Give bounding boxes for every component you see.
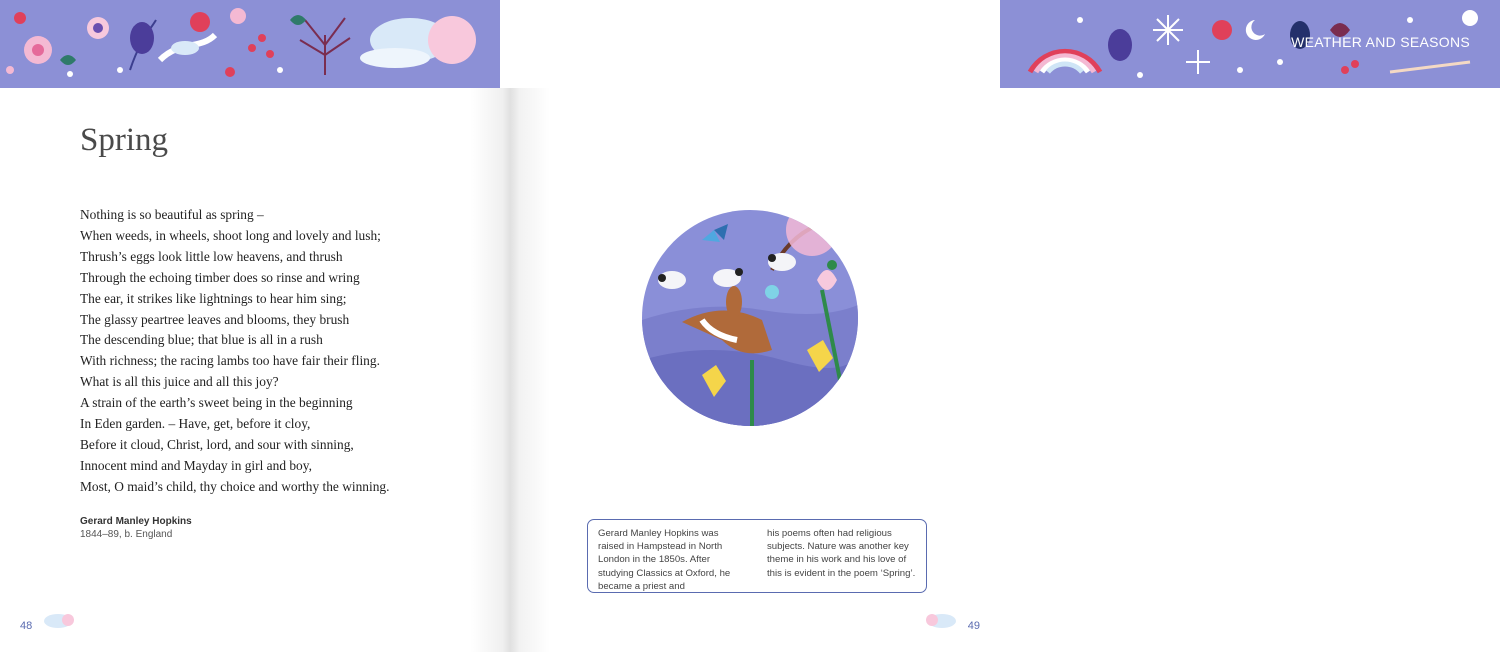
left-page [0, 0, 500, 652]
poem-line: With richness; the racing lambs too have fair their fling. [80, 353, 380, 369]
page-number-left: 48 [20, 620, 33, 632]
poem-line: What is all this juice and all this joy? [80, 374, 279, 390]
spring-illustration-icon [642, 210, 858, 426]
author-name: Gerard Manley Hopkins [80, 516, 192, 527]
poem-line: The glassy peartree leaves and blooms, they brush [80, 311, 350, 327]
author-dates: 1844–89, b. England [80, 529, 173, 540]
poem-line: When weeds, in wheels, shoot long and lovely and lush; [80, 227, 381, 243]
cloud-icon [920, 610, 960, 630]
poem-body [80, 205, 460, 498]
author-credit [80, 516, 192, 540]
poem-line: The ear, it strikes like lightnings to hear him sing; [80, 290, 347, 306]
cloud-icon [42, 610, 82, 630]
poem-line: Innocent mind and Mayday in girl and boy, [80, 457, 312, 473]
poem-line: Before it cloud, Christ, lord, and sour with sinning, [80, 436, 354, 452]
poem-title: Spring [80, 122, 169, 158]
bio-column-1: Gerard Manley Hopkins was raised in Hampstead in North London in the 1850s. After studying Classics at Oxford, he became a priest and [598, 528, 731, 592]
decorative-header-band-left [0, 0, 500, 88]
poem-line: Most, O maid’s child, thy choice and worthy the winning. [80, 478, 390, 494]
poem-line: In Eden garden. – Have, get, before it cloy, [80, 416, 311, 432]
poem-line: Through the echoing timber does so rinse and wring [80, 269, 360, 285]
poem-line: Thrush’s eggs look little low heavens, and thrush [80, 248, 343, 264]
decorative-header-band-right [1000, 0, 1500, 88]
floral-pattern-icon [0, 0, 500, 88]
right-page [500, 0, 1470, 652]
author-bio-box [587, 519, 927, 593]
poem-line: The descending blue; that blue is all in a rush [80, 332, 323, 348]
bio-column-2: his poems often had religious subjects. Nature was another key theme in his work and his love of this is evident in the poem ‘Spring’. [767, 528, 916, 579]
poem-line: Nothing is so beautiful as spring – [80, 207, 264, 222]
poem-line: A strain of the earth’s sweet being in the beginning [80, 395, 353, 411]
page-number-right: 49 [967, 620, 980, 632]
section-label: WEATHER AND SEASONS [1291, 34, 1470, 50]
